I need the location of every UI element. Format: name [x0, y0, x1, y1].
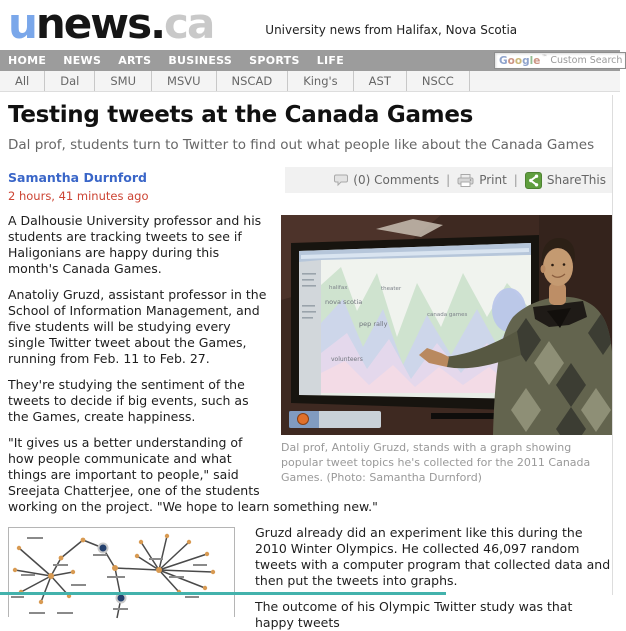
school-filter-nav [0, 71, 620, 92]
screen-label: pep rally [359, 320, 388, 328]
nav-item-sports[interactable]: SPORTS [249, 54, 300, 67]
site-header [0, 0, 620, 50]
article-paragraph: They're studying the sentiment of the tweets to decide if big events, such as the Games, create happiness. [8, 377, 249, 424]
article-meta-row [8, 167, 613, 203]
subnav-item-smu[interactable]: SMU [95, 71, 152, 91]
author-link[interactable]: Samantha Durnford [8, 170, 147, 185]
nav-item-arts[interactable]: ARTS [118, 54, 152, 67]
article-paragraph: "It gives us a better understanding of how people communicate and what things are important to people," said Sreejata Chatterjee, one of the students working on the project. "We hope to learn something new." [8, 435, 378, 514]
screen-label: halifax [329, 285, 348, 291]
nav-item-business[interactable]: BUSINESS [168, 54, 233, 67]
comments-link[interactable]: (0) Comments [353, 173, 440, 187]
tweet-network-graph-thumbnail[interactable] [8, 527, 235, 617]
subnav-item-dal[interactable]: Dal [45, 71, 95, 91]
content-right-border [612, 95, 613, 595]
google-custom-search-input[interactable]: Google ™ Custom Search [494, 52, 626, 69]
article-title: Testing tweets at the Canada Games [8, 102, 474, 128]
article-paragraph: Gruzd already did an experiment like this during the 2010 Winter Olympics. He collected 46,097 random tweets with a computer program that collected data and then put the tweets into graphs. [255, 525, 611, 588]
window-edge-artifact [0, 592, 446, 595]
nav-item-life[interactable]: LIFE [316, 54, 345, 67]
subnav-item-nscad[interactable]: NSCAD [217, 71, 289, 91]
logo-news: news. [35, 0, 165, 48]
article-paragraph: Anatoliy Gruzd, assistant professor in the School of Information Management, and five students will be studying every single Twitter tweet about the Games, running from Feb. 11 to Feb. 27. [8, 287, 267, 366]
site-tagline: University news from Halifax, Nova Scotia [265, 23, 518, 37]
print-link[interactable]: Print [479, 173, 507, 187]
subnav-item-kings[interactable]: King's [288, 71, 353, 91]
logo-u: u [8, 0, 36, 48]
article-paragraph: A Dalhousie University professor and his students are tracking tweets to see if Haligonians are happy during this month's Canada Games. [8, 213, 262, 276]
screen-label: canada games [427, 312, 468, 318]
sharethis-icon[interactable] [525, 172, 542, 189]
subnav-item-nscc[interactable]: NSCC [407, 71, 470, 91]
article-body [8, 213, 613, 631]
search-placeholder-text: Custom Search [550, 55, 623, 66]
print-icon [457, 174, 474, 187]
timestamp: 2 hours, 41 minutes ago [8, 189, 149, 203]
sharethis-link[interactable]: ShareThis [546, 173, 606, 187]
trademark-symbol: ™ [541, 54, 548, 61]
comment-bubble-icon [334, 174, 348, 186]
subnav-item-all[interactable]: All [0, 71, 45, 91]
nav-item-news[interactable]: NEWS [63, 54, 102, 67]
main-nav [0, 50, 623, 71]
site-logo[interactable] [8, 2, 213, 46]
screen-label: volunteers [331, 356, 363, 363]
toolbar-separator: | [513, 173, 518, 187]
screen-label: theater [381, 286, 402, 292]
article-paragraph: The outcome of his Olympic Twitter study was that happy tweets [255, 599, 573, 630]
article-photo-figure [281, 215, 613, 485]
article [0, 102, 620, 631]
logo-ca: ca [164, 0, 214, 48]
byline [8, 167, 285, 203]
article-toolbar [285, 167, 613, 193]
toolbar-separator: | [446, 173, 451, 187]
screen-label: nova scotia [325, 298, 363, 306]
photo-of-professor-with-graph [281, 215, 613, 435]
photo-caption: Dal prof, Antoliy Gruzd, stands with a graph showing popular tweet topics he's collected for the 2011 Canada Games. (Photo: Samantha Durnford) [281, 441, 591, 484]
subnav-item-msvu[interactable]: MSVU [152, 71, 217, 91]
article-deck: Dal prof, students turn to Twitter to find out what people like about the Canada Games [8, 137, 595, 153]
nav-item-home[interactable]: HOME [8, 54, 47, 67]
subnav-item-ast[interactable]: AST [354, 71, 407, 91]
